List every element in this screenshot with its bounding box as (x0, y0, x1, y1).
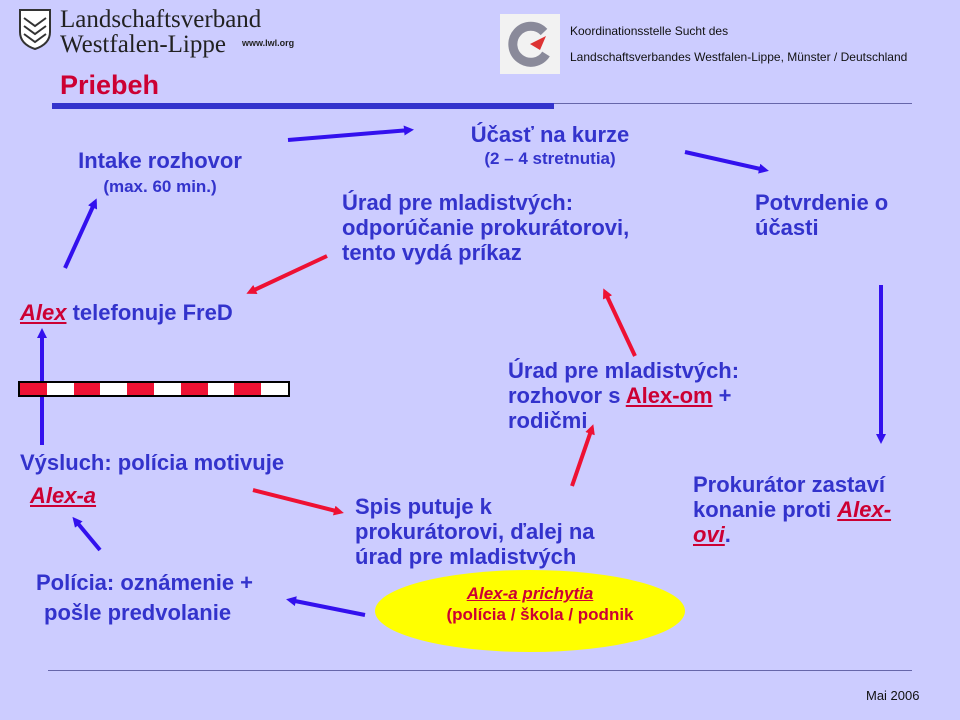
file-line1: Spis putuje k (355, 494, 492, 519)
youth-office2-line2-name: Alex-om (625, 383, 713, 408)
hearing-line1: Výsluch: polícia motivuje (20, 450, 285, 475)
node-intake (40, 148, 280, 197)
logo-line1: Landschaftsverband (60, 6, 262, 33)
logo-line2: Westfalen-Lippe (60, 31, 226, 58)
prosecutor-line3-name: ovi (693, 522, 725, 547)
org-line1: Koordinationsstelle Sucht des (570, 24, 729, 38)
logo-url: www.lwl.org (242, 38, 295, 48)
arrow-youth-office1-to-alex-calls (250, 256, 327, 292)
node-caught (375, 570, 685, 652)
alex-calls-name: Alex (20, 300, 67, 325)
arrow-police-to-hearing (75, 520, 100, 550)
node-course (420, 122, 680, 169)
node-file (355, 494, 595, 569)
file-line3: úrad pre mladistvých (355, 544, 577, 569)
confirm-line1: Potvrdenie o (755, 190, 889, 215)
youth-office1-line3: tento vydá príkaz (342, 240, 522, 265)
intake-title: Intake rozhovor (78, 148, 242, 173)
arrow-course-to-confirm (685, 152, 765, 170)
arrow-alex-calls-to-intake (65, 202, 95, 268)
arrow-caught-to-police (290, 600, 365, 615)
youth-office2-line2 (508, 383, 739, 408)
course-sub: (2 – 4 stretnutia) (484, 149, 616, 168)
node-youth-office-recommendation (342, 190, 629, 265)
youth-office2-line1: Úrad pre mladistvých: (508, 358, 740, 383)
hearing-line2: Alex-a (30, 483, 97, 508)
caught-line2: (polícia / škola / podnik (446, 605, 634, 624)
youth-office2-line2-post: + (712, 383, 732, 408)
org-line2: Landschaftsverbandes Westfalen-Lippe, Münster / Deutschland (570, 50, 908, 64)
footer-date: Mai 2006 (866, 688, 920, 703)
caught-line1: Alex-a prichytia (466, 584, 594, 603)
youth-office2-line3: rodičmi (508, 408, 588, 433)
police-line2: pošle predvolanie (44, 600, 232, 625)
arrow-youth-office2-to-youth-office1 (605, 292, 635, 356)
prosecutor-line2 (693, 497, 891, 522)
node-confirm (755, 190, 888, 240)
prosecutor-line2-pre: konanie proti (693, 497, 838, 522)
node-hearing (20, 450, 284, 508)
youth-office1-line2: odporúčanie prokurátorovi, (342, 215, 630, 240)
node-alex-calls (20, 300, 233, 325)
police-line1: Polícia: oznámenie + (36, 570, 254, 595)
intake-sub: (max. 60 min.) (103, 177, 217, 196)
prosecutor-line1: Prokurátor zastaví (693, 472, 885, 497)
node-police (36, 570, 253, 626)
prosecutor-line3 (693, 522, 891, 547)
node-prosecutor (693, 472, 891, 547)
confirm-line2: účasti (755, 215, 819, 240)
prosecutor-line2-name: Alex- (837, 497, 892, 522)
youth-office2-line2-pre: rozhovor s (508, 383, 626, 408)
arrow-intake-to-course (288, 130, 410, 140)
arrow-file-to-youth-office2 (572, 428, 592, 486)
node-youth-office-interview (508, 358, 739, 433)
footer-rule (48, 670, 912, 671)
file-line2: prokurátorovi, ďalej na (355, 519, 595, 544)
youth-office1-line1: Úrad pre mladistvých: (342, 190, 574, 215)
course-title: Účasť na kurze (470, 122, 630, 147)
prosecutor-line3-post: . (724, 522, 731, 547)
page-title: Priebeh (60, 70, 160, 100)
barrier-bar (18, 381, 290, 397)
alex-calls-rest: telefonuje FreD (66, 300, 233, 325)
